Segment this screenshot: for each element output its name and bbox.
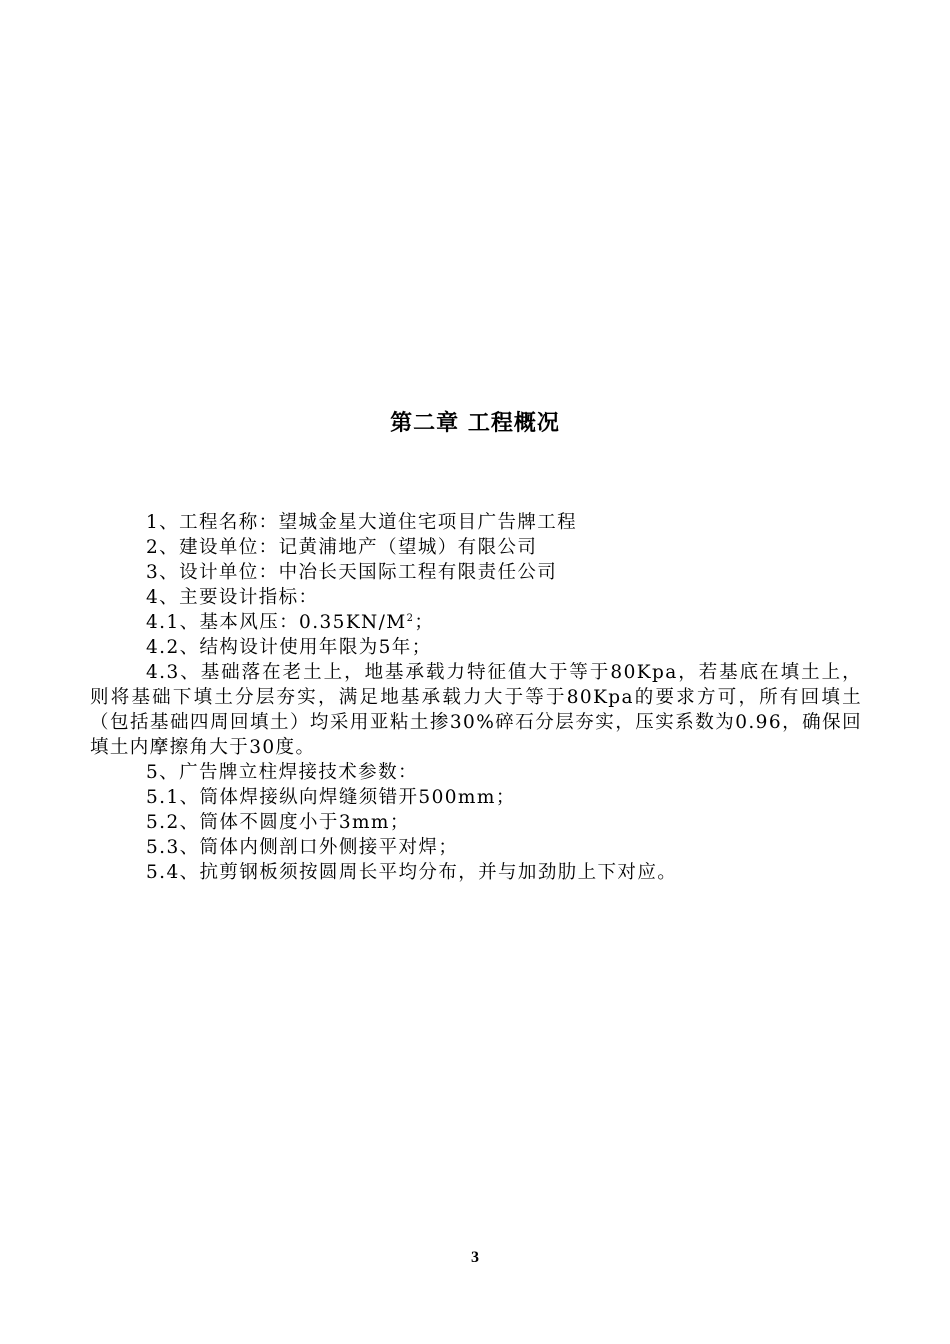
item-service-life: 4.2、结构设计使用年限为5年； bbox=[146, 637, 432, 658]
item-design-indicators: 4、主要设计指标： bbox=[146, 587, 319, 608]
item-welding-params: 5、广告牌立柱焊接技术参数： bbox=[146, 762, 418, 783]
item-project-name: 1、工程名称：望城金星大道住宅项目广告牌工程 bbox=[146, 512, 578, 533]
chapter-body bbox=[90, 510, 862, 885]
chapter-title: 第二章 工程概况 bbox=[390, 411, 560, 436]
wind-pressure-suffix: ； bbox=[414, 612, 435, 633]
wind-pressure-text: 4.1、基本风压：0.35KN/M bbox=[146, 612, 407, 633]
wind-pressure-exponent: 2 bbox=[406, 613, 415, 624]
item-wind-pressure bbox=[90, 610, 862, 635]
item-weld-seam: 5.1、筒体焊接纵向焊缝须错开500mm； bbox=[146, 787, 516, 808]
item-design-unit: 3、设计单位：中冶长天国际工程有限责任公司 bbox=[146, 562, 558, 583]
item-shear-plate: 5.4、抗剪钢板须按圆周长平均分布，并与加劲肋上下对应。 bbox=[146, 862, 678, 883]
item-construction-unit: 2、建设单位：记黄浦地产（望城）有限公司 bbox=[146, 537, 538, 558]
item-groove: 5.3、筒体内侧剖口外侧接平对焊； bbox=[146, 837, 459, 858]
item-roundness: 5.2、筒体不圆度小于3mm； bbox=[146, 812, 410, 833]
page-number: 3 bbox=[471, 1249, 479, 1266]
item-foundation: 4.3、基础落在老土上，地基承载力特征值大于等于80Kpa，若基底在填土上，则将基础下填土分层夯实，满足地基承载力大于等于80Kpa的要求方可，所有回填土（包括基础四周回填土）均采用亚粘土掺30%碎石分层夯实，压实系数为0.96，确保回填土内摩擦角大于30度。 bbox=[90, 662, 862, 758]
